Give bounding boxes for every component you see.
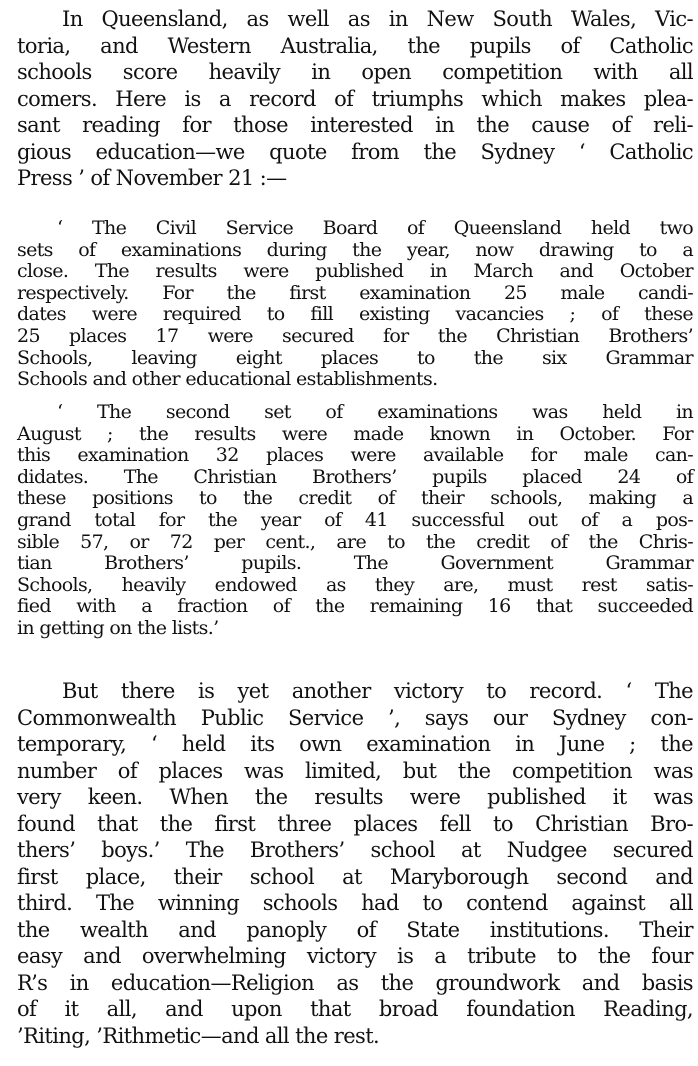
text-line: thers’ boys.’ The Brothers’ school at Nudgee secured bbox=[17, 838, 693, 862]
text-line: this examination 32 places were available for male can- bbox=[17, 444, 693, 467]
text-line: Schools, leaving eight places to the six Grammar bbox=[17, 346, 693, 369]
text-line: August ; the results were made known in October. For bbox=[17, 422, 693, 445]
text-line: tian Brothers’ pupils. The Government Grammar bbox=[17, 552, 693, 575]
text-line: schools score heavily in open competition with all bbox=[17, 60, 693, 84]
text-line: close. The results were published in March and October bbox=[17, 260, 693, 283]
text-line: Commonwealth Public Service ’, says our Sydney con- bbox=[17, 705, 693, 730]
text-line: ‘ The Civil Service Board of Queensland held two bbox=[57, 217, 693, 239]
text-line: gious education—we quote from the Sydney ‘ Catholic bbox=[17, 139, 693, 164]
text-line: number of places was limited, but the competition was bbox=[17, 758, 693, 783]
text-line: temporary, ‘ held its own examination in June ; the bbox=[17, 732, 693, 756]
text-line: very keen. When the results were published it was bbox=[17, 785, 693, 809]
text-line: Schools, heavily endowed as they are, must rest satis- bbox=[17, 573, 693, 596]
paragraph-quote-second-exam bbox=[17, 402, 693, 640]
text-line: sets of examinations during the year, now drawing to a bbox=[17, 238, 693, 261]
text-line: ‘ The second set of examinations was held in bbox=[57, 401, 693, 423]
text-line: toria, and Western Australia, the pupils of Catholic bbox=[17, 33, 693, 58]
text-line: fied with a fraction of the remaining 16 that succeeded bbox=[17, 595, 693, 618]
text-line: sible 57, or 72 per cent., are to the credit of the Chris- bbox=[17, 530, 693, 553]
text-line: sant reading for those interested in the cause of reli- bbox=[17, 113, 693, 137]
text-line: third. The winning schools had to contend against all bbox=[17, 891, 693, 915]
text-line: didates. The Christian Brothers’ pupils placed 24 of bbox=[17, 465, 693, 488]
text-line: grand total for the year of 41 successful out of a pos- bbox=[17, 508, 693, 531]
text-line: first place, their school at Maryborough second and bbox=[17, 864, 693, 889]
text-line: R’s in education—Religion as the groundwork and basis bbox=[17, 970, 693, 995]
paragraph-quote-first-exam bbox=[17, 218, 693, 391]
text-line: in getting on the lists.’ bbox=[17, 616, 219, 639]
text-line: In Queensland, as well as in New South Wales, Vic- bbox=[62, 7, 693, 31]
text-line: dates were required to fill existing vacancies ; of these bbox=[17, 303, 693, 326]
text-line: But there is yet another victory to record. ‘ The bbox=[62, 679, 693, 703]
text-line: of it all, and upon that broad foundation Reading, bbox=[17, 997, 693, 1021]
text-line: comers. Here is a record of triumphs which makes plea- bbox=[17, 86, 693, 111]
text-line: Schools and other educational establishments. bbox=[17, 368, 438, 391]
text-line: easy and overwhelming victory is a tribute to the four bbox=[17, 944, 693, 968]
paragraph-intro bbox=[17, 6, 693, 192]
text-line: Press ’ of November 21 :— bbox=[17, 166, 287, 190]
text-line: 25 places 17 were secured for the Christian Brothers’ bbox=[17, 324, 693, 347]
text-line: the wealth and panoply of State institutions. Their bbox=[17, 917, 693, 942]
text-line: found that the first three places fell to Christian Bro- bbox=[17, 811, 693, 836]
paragraph-commonwealth-victory bbox=[17, 678, 693, 1049]
text-line: respectively. For the first examination 25 male candi- bbox=[17, 281, 693, 304]
text-line: ’Riting, ’Rithmetic—and all the rest. bbox=[17, 1023, 380, 1048]
text-line: these positions to the credit of their schools, making a bbox=[17, 487, 693, 510]
